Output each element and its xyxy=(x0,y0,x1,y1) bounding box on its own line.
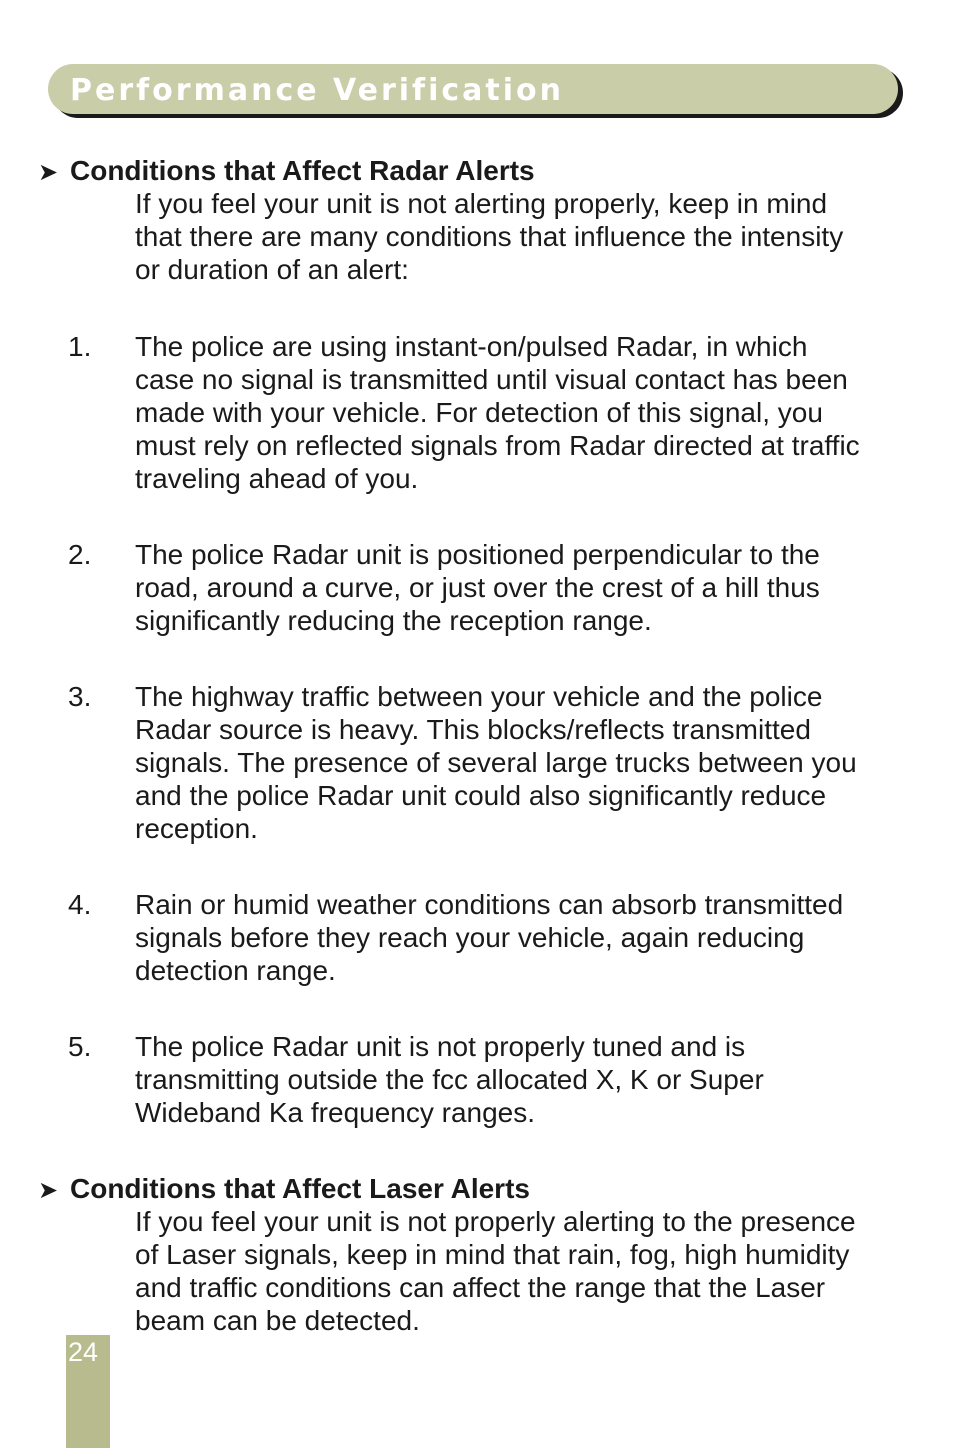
item-number: 4. xyxy=(68,889,92,920)
item-text: The police Radar unit is positioned perpendicular to the road, around a curve, or just over the crest of a hill thus significantly reducing the reception range. xyxy=(135,539,820,636)
page-number: 24 xyxy=(68,1337,99,1367)
page-tab xyxy=(66,1335,110,1448)
item-number: 1. xyxy=(68,331,92,362)
laser-heading: ➤ Conditions that Affect Laser Alerts xyxy=(38,1172,530,1207)
arrow-bullet-icon: ➤ xyxy=(38,159,59,186)
arrow-bullet-icon: ➤ xyxy=(38,1177,59,1204)
item-number: 3. xyxy=(68,681,92,712)
item-text: The highway traffic between your vehicle and the police Radar source is heavy. This blocks/reflects transmitted signals. The presence of several large trucks between you and the police Radar unit could also significantly reduce reception. xyxy=(135,681,857,844)
banner-title: Performance Verification xyxy=(70,73,564,108)
laser-intro: If you feel your unit is not properly alerting to the presence of Laser signals, keep in mind that rain, fog, high humidity and traffic conditions can affect the range that the Laser beam can be detected. xyxy=(135,1206,856,1336)
item-number: 2. xyxy=(68,539,92,570)
item-text: Rain or humid weather conditions can absorb transmitted signals before they reach your vehicle, again reducing detection range. xyxy=(135,889,844,986)
radar-heading: ➤ Conditions that Affect Radar Alerts xyxy=(38,154,535,189)
item-number: 5. xyxy=(68,1031,92,1062)
radar-intro: If you feel your unit is not alerting properly, keep in mind that there are many conditions that influence the intensity or duration of an alert: xyxy=(135,188,844,285)
item-text: The police Radar unit is not properly tuned and is transmitting outside the fcc allocated X, K or Super Wideband Ka frequency ranges. xyxy=(135,1031,764,1128)
section-banner xyxy=(48,64,898,114)
item-text: The police are using instant-on/pulsed Radar, in which case no signal is transmitted until visual contact has been made with your vehicle. For detection of this signal, you must rely on reflected signals from Radar directed at traffic traveling ahead of you. xyxy=(135,331,860,494)
